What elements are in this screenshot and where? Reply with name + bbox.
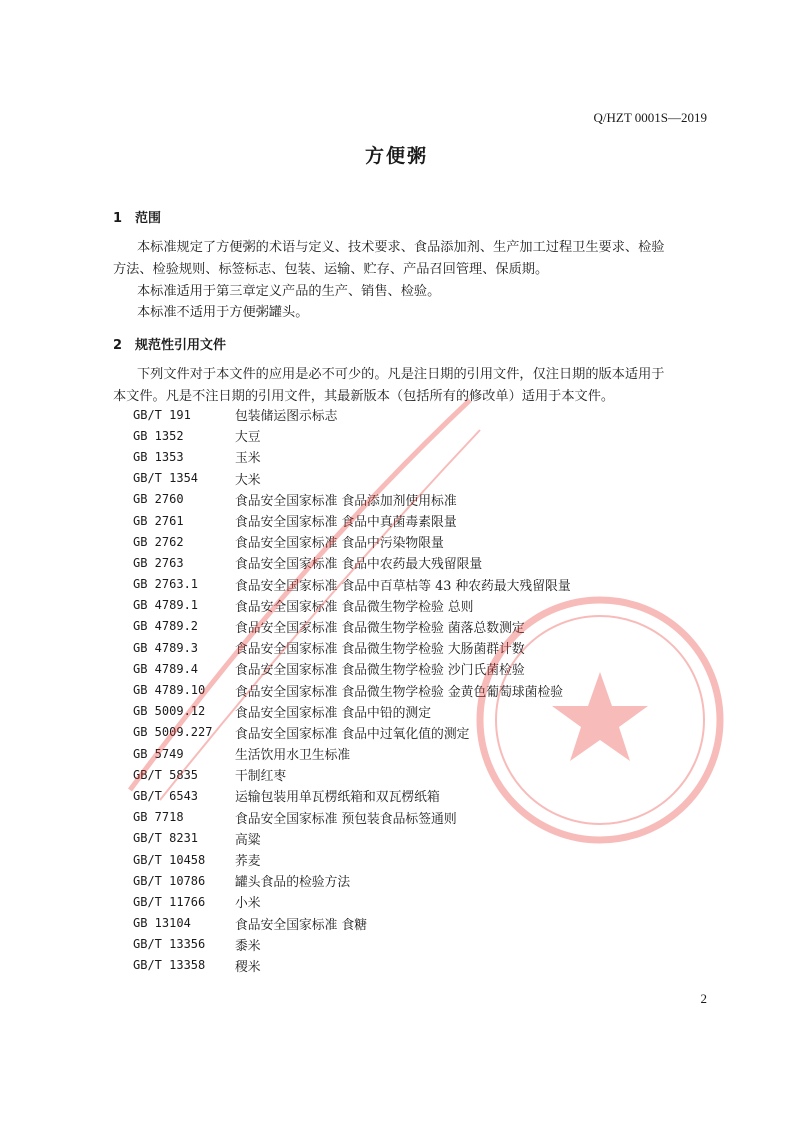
reference-code: GB 2763 (133, 555, 184, 570)
reference-code: GB/T 11766 (133, 894, 206, 909)
reference-code: GB 13104 (133, 916, 191, 931)
reference-row (133, 807, 693, 828)
reference-row (133, 913, 693, 934)
reference-title: 食品安全国家标准 食品中百草枯等 43 种农药最大残留限量 (235, 578, 571, 594)
reference-code: GB 2761 (133, 513, 184, 528)
reference-row (133, 595, 693, 616)
reference-title: 稷米 (235, 959, 261, 975)
reference-row (133, 849, 693, 870)
reference-code: GB/T 10458 (133, 852, 206, 867)
reference-code: GB 5009.227 (133, 725, 213, 740)
reference-row (133, 701, 693, 722)
standard-code: Q/HZT 0001S—2019 (593, 110, 707, 125)
reference-title: 食品安全国家标准 食品微生物学检验 金黄色葡萄球菌检验 (235, 684, 564, 700)
reference-list (133, 404, 693, 976)
reference-code: GB 2763.1 (133, 577, 199, 592)
reference-title: 大豆 (235, 430, 261, 446)
reference-title: 玉米 (235, 451, 261, 467)
section-title: 范围 (135, 211, 162, 226)
reference-title: 食品安全国家标准 预包装食品标签通则 (235, 811, 457, 827)
scope-paragraph-3: 本标准不适用于方便粥罐头。 (137, 305, 309, 320)
reference-title: 干制红枣 (235, 769, 287, 785)
page-number: 2 (700, 991, 707, 1006)
reference-code: GB 4789.2 (133, 619, 199, 634)
reference-row (133, 743, 693, 764)
reference-row (133, 891, 693, 912)
reference-row (133, 785, 693, 806)
reference-code: GB 1353 (133, 449, 184, 464)
reference-code: GB 2762 (133, 534, 184, 549)
reference-code: GB 2760 (133, 492, 184, 507)
reference-title: 黍米 (235, 938, 261, 954)
reference-code: GB/T 5835 (133, 767, 199, 782)
reference-code: GB/T 8231 (133, 831, 199, 846)
reference-title: 食品安全国家标准 食品中污染物限量 (235, 536, 444, 552)
reference-code: GB/T 13358 (133, 958, 206, 973)
section-heading-scope (113, 207, 161, 226)
reference-title: 食品安全国家标准 食品添加剂使用标准 (235, 493, 457, 509)
reference-title: 食品安全国家标准 食品中铅的测定 (235, 705, 432, 721)
reference-row (133, 828, 693, 849)
references-intro-line2: 本文件。凡是不注日期的引用文件，其最新版本（包括所有的修改单）适用于本文件。 (113, 389, 615, 404)
reference-row (133, 764, 693, 785)
scope-paragraph-line2: 方法、检验规则、标签标志、包装、运输、贮存、产品召回管理、保质期。 (113, 262, 549, 277)
reference-row (133, 574, 693, 595)
section-title: 规范性引用文件 (135, 338, 227, 353)
reference-row (133, 468, 693, 489)
reference-code: GB/T 13356 (133, 937, 206, 952)
reference-row (133, 531, 693, 552)
reference-row (133, 679, 693, 700)
reference-title: 食品安全国家标准 食品中农药最大残留限量 (235, 557, 483, 573)
reference-title: 运输包装用单瓦楞纸箱和双瓦楞纸箱 (235, 790, 440, 806)
reference-code: GB 1352 (133, 428, 184, 443)
reference-title: 食品安全国家标准 食品微生物学检验 沙门氏菌检验 (235, 663, 525, 679)
reference-title: 食品安全国家标准 食品微生物学检验 菌落总数测定 (235, 620, 525, 636)
reference-code: GB 4789.10 (133, 683, 206, 698)
reference-code: GB 4789.3 (133, 640, 199, 655)
reference-row (133, 616, 693, 637)
section-number: 2 (113, 338, 123, 353)
reference-code: GB/T 1354 (133, 471, 199, 486)
reference-row (133, 955, 693, 976)
page-title: 方便粥 (364, 145, 428, 167)
reference-code: GB/T 191 (133, 407, 191, 422)
reference-title: 食品安全国家标准 食品中真菌毒素限量 (235, 515, 457, 531)
section-number: 1 (113, 211, 123, 226)
reference-title: 包装储运图示标志 (235, 409, 338, 425)
reference-code: GB/T 6543 (133, 788, 199, 803)
reference-row (133, 658, 693, 679)
reference-title: 罐头食品的检验方法 (235, 875, 351, 891)
reference-code: GB/T 10786 (133, 873, 206, 888)
reference-title: 高粱 (235, 832, 261, 848)
reference-row (133, 637, 693, 658)
reference-code: GB 4789.4 (133, 661, 199, 676)
reference-title: 大米 (235, 472, 261, 488)
reference-row (133, 722, 693, 743)
reference-title: 荞麦 (235, 854, 261, 870)
references-intro-line1: 下列文件对于本文件的应用是必不可少的。凡是注日期的引用文件，仅注日期的版本适用于 (137, 367, 665, 382)
reference-row (133, 510, 693, 531)
scope-paragraph-2: 本标准适用于第三章定义产品的生产、销售、检验。 (137, 284, 441, 299)
reference-title: 食品安全国家标准 食糖 (235, 917, 368, 933)
reference-row (133, 870, 693, 891)
reference-title: 食品安全国家标准 食品中过氧化值的测定 (235, 726, 470, 742)
section-heading-normative-references (113, 334, 226, 353)
reference-title: 小米 (235, 896, 261, 912)
reference-row (133, 446, 693, 467)
reference-code: GB 5009.12 (133, 704, 206, 719)
reference-title: 食品安全国家标准 食品微生物学检验 总则 (235, 599, 474, 615)
reference-row (133, 934, 693, 955)
reference-row (133, 425, 693, 446)
reference-row (133, 552, 693, 573)
scope-paragraph-line1: 本标准规定了方便粥的术语与定义、技术要求、食品添加剂、生产加工过程卫生要求、检验 (137, 240, 665, 255)
reference-code: GB 5749 (133, 746, 184, 761)
reference-row (133, 489, 693, 510)
reference-row (133, 404, 693, 425)
reference-code: GB 4789.1 (133, 598, 199, 613)
reference-code: GB 7718 (133, 810, 184, 825)
reference-title: 食品安全国家标准 食品微生物学检验 大肠菌群计数 (235, 642, 525, 658)
reference-title: 生活饮用水卫生标准 (235, 748, 351, 764)
